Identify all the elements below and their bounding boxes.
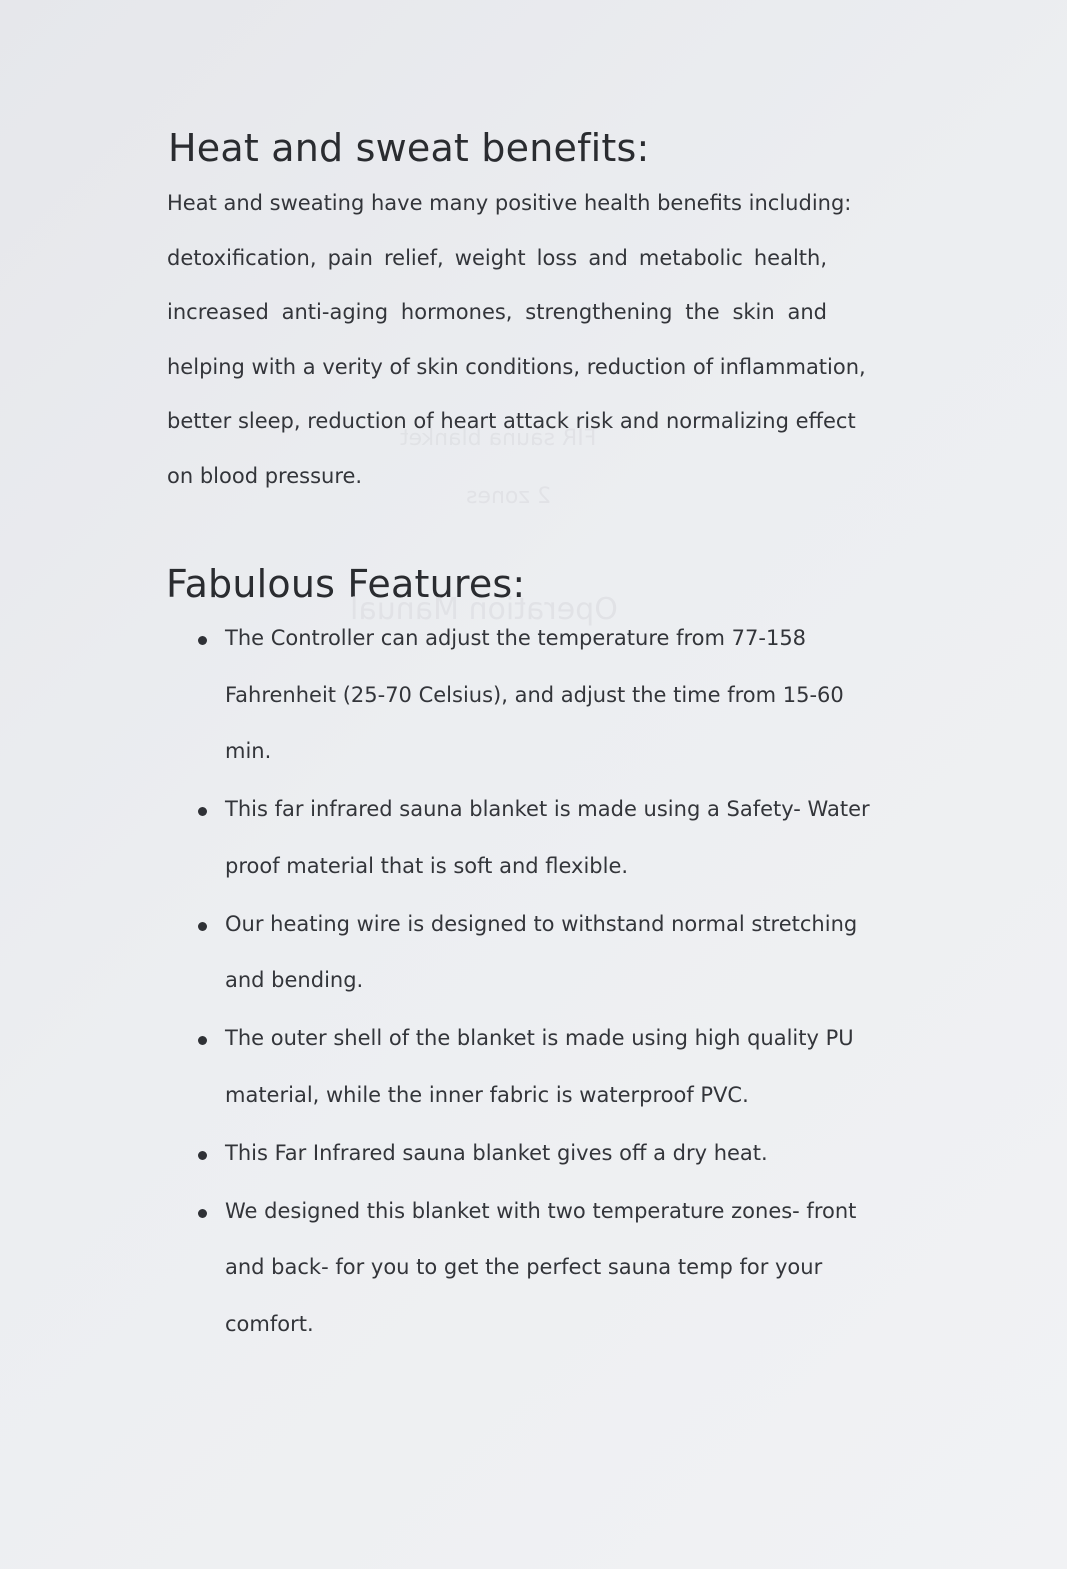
bleed-through-text: FIR sauna blanket <box>400 426 597 451</box>
feature-item-temperature <box>190 618 870 788</box>
paragraph-line: helping with a verity of skin conditions, reduction of inflammation, <box>167 354 866 379</box>
feature-item-dry-heat <box>190 1133 870 1190</box>
bullet-icon <box>198 1151 207 1160</box>
feature-line: and back- for you to get the perfect sauna temp for your <box>225 1255 823 1279</box>
paragraph-line: better sleep, reduction of heart attack risk and normalizing effect <box>167 409 856 433</box>
bullet-icon <box>198 922 207 931</box>
feature-line: This far infrared sauna blanket is made using a Safety- Water <box>225 797 870 821</box>
feature-item-outer-shell <box>190 1018 870 1131</box>
bleed-through-text: Operation Manual <box>350 592 618 627</box>
feature-line: Fahrenheit (25-70 Celsius), and adjust the time from 15-60 <box>225 682 844 707</box>
feature-line: We designed this blanket with two temperature zones- front <box>225 1198 857 1223</box>
bullet-icon <box>198 636 207 645</box>
feature-item-heating-wire <box>190 904 870 1017</box>
bullet-icon <box>198 1036 207 1045</box>
feature-line: comfort. <box>225 1311 314 1336</box>
feature-item-temperature-zones <box>190 1191 870 1361</box>
bullet-icon <box>198 807 207 816</box>
feature-line: The outer shell of the blanket is made using high quality PU <box>225 1026 854 1050</box>
features-list <box>190 618 870 1362</box>
bleed-through-text: 2 zones <box>466 484 551 509</box>
paragraph-line: Heat and sweating have many positive health benefits including: <box>167 191 852 215</box>
features-heading: Fabulous Features: <box>166 562 526 606</box>
feature-line: proof material that is soft and flexible. <box>225 853 629 878</box>
paragraph-line: detoxification, pain relief, weight loss and metabolic health, <box>167 245 827 270</box>
feature-line: This Far Infrared sauna blanket gives off a dry heat. <box>225 1140 768 1165</box>
heat-benefits-heading: Heat and sweat benefits: <box>168 126 650 170</box>
feature-line: material, while the inner fabric is waterproof PVC. <box>225 1082 749 1107</box>
feature-line: and bending. <box>225 968 364 992</box>
heat-benefits-paragraph <box>167 183 866 510</box>
feature-line: Our heating wire is designed to withstand normal stretching <box>225 911 858 936</box>
feature-item-material <box>190 789 870 902</box>
bullet-icon <box>198 1209 207 1218</box>
feature-line: The Controller can adjust the temperature from 77-158 <box>225 626 807 650</box>
paragraph-line: on blood pressure. <box>167 463 363 488</box>
paragraph-line: increased anti-aging hormones, strengthening the skin and <box>167 300 827 324</box>
feature-line: min. <box>225 739 272 763</box>
